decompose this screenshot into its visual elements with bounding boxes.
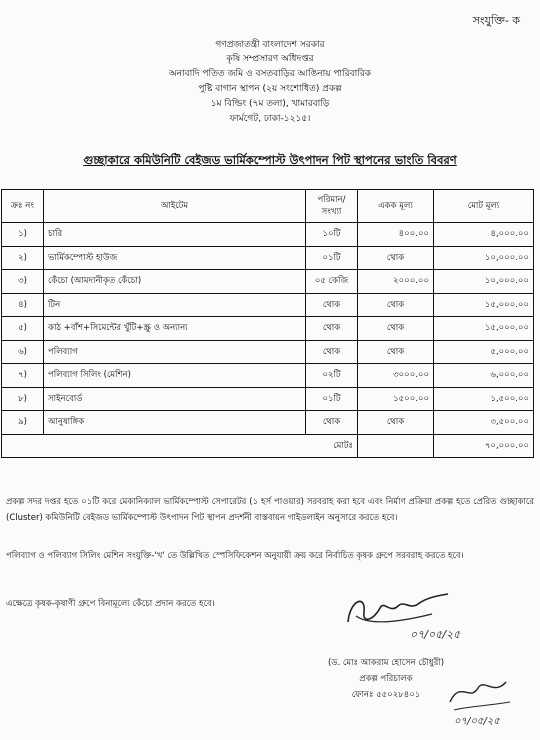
row-quantity: থোক	[306, 340, 358, 364]
row-total-price: ১৫,০০০.০০	[434, 293, 534, 317]
header-unit-price: একক মূল্য	[358, 190, 434, 223]
header-total-price: মোট মূল্য	[434, 190, 534, 223]
initial-date: ০৭/০৫/২৫	[454, 716, 500, 727]
header-line-address-2: ফার্মগেট, ঢাকা-১২১৫।	[229, 114, 311, 124]
row-serial: ৯)	[2, 411, 44, 435]
header-line-government: গণপ্রজাতন্ত্রী বাংলাদেশ সরকার	[215, 40, 325, 50]
row-item: পলিব্যাগ সিলিং (মেশিন)	[44, 364, 306, 388]
row-total-price: ১৫,০০০.০০	[434, 317, 534, 341]
row-serial: ২)	[2, 246, 44, 270]
row-quantity: থোক	[306, 317, 358, 341]
row-quantity: থোক	[306, 411, 358, 435]
row-unit-price: ১৫০০.০০	[358, 387, 434, 411]
row-item: পলিব্যাগ	[44, 340, 306, 364]
row-total-price: ১০,০০০.০০	[434, 270, 534, 294]
row-item: আনুষাঙ্গিক	[44, 411, 306, 435]
row-quantity: ০২টি	[306, 364, 358, 388]
table-row	[2, 411, 534, 435]
signature-image	[340, 586, 470, 646]
header-line-department: কৃষি সম্প্রসারণ অধিদপ্তর	[226, 54, 314, 64]
table-header-row	[2, 190, 534, 223]
row-quantity: ০১টি	[306, 387, 358, 411]
row-quantity: ০১টি	[306, 246, 358, 270]
row-serial: ১)	[2, 223, 44, 247]
table-row	[2, 364, 534, 388]
table-row	[2, 387, 534, 411]
row-total-price: ৬,০০০.০০	[434, 364, 534, 388]
row-total-price: ১,৫০০.০০	[434, 387, 534, 411]
total-row	[2, 434, 534, 458]
row-total-price: ১০,০০০.০০	[434, 246, 534, 270]
row-serial: ৬)	[2, 340, 44, 364]
row-total-price: ৩,৫০০.০০	[434, 411, 534, 435]
row-unit-price: থোক	[358, 340, 434, 364]
row-serial: ৮)	[2, 387, 44, 411]
note-earthworm-distribution: এক্ষেত্রে কৃষক-কৃষাণী গ্রুপে বিনামূল্যে কেঁচো প্রদান করতে হবে।	[6, 599, 215, 609]
row-quantity: ১০টি	[306, 223, 358, 247]
note-separator-supply: প্রকল্প সদর দপ্তর হতে ০১টি করে মেকানিক্যাল ভার্মিকম্পোস্ট সেপারেটর (১ হর্স পাওয়ার) সরবরাহ করা হবে এবং নির্মাণ প্রক্রিয়া প্রকল্প হতে প্রেরিত গুচ্ছাকারে (Cluster) কমিউনিটি বেইজড ভার্মিকম্পোস্ট উৎপাদন পিট স্থাপন প্রদর্শনী বাস্তবায়ন গাইডলাইন অনুসারে করতে হবে।	[6, 497, 534, 523]
row-unit-price: ৩০০০.০০	[358, 364, 434, 388]
total-spacer	[358, 434, 434, 458]
total-label: মোটঃ	[2, 434, 358, 458]
row-unit-price: ২০০০.০০	[358, 270, 434, 294]
annex-label: সংযুক্তি- ক	[472, 14, 520, 27]
row-unit-price: থোক	[358, 293, 434, 317]
row-quantity: থোক	[306, 293, 358, 317]
row-item: টিন	[44, 293, 306, 317]
note-polybag-procurement: পলিব্যাগ ও পলিব্যাগ সিলিং মেশিন সংযুক্তি-'খ' তে উল্লিখিত স্পেসিফিকেশন অনুযায়ী ক্রয় করে নির্বাচিত কৃষক গ্রুপে সরবরাহ করতে হবে।	[6, 551, 464, 561]
table-row	[2, 293, 534, 317]
row-total-price: ৫,০০০.০০	[434, 340, 534, 364]
header-line-address-1: ১ম বিল্ডিং (৭ম তলা), খামারবাড়ি	[210, 99, 330, 109]
row-quantity: ০৫ কেজি	[306, 270, 358, 294]
header-line-project-2: পুষ্টি বাগান স্থাপন (২য় সংশোধিত) প্রকল্প	[198, 84, 342, 94]
signatory-name: (ড. মোঃ আকরাম হোসেন চৌধুরী)	[327, 658, 445, 668]
header-item: আইটেম	[44, 190, 306, 223]
signatory-designation: প্রকল্প পরিচালক	[359, 674, 413, 684]
table-row	[2, 340, 534, 364]
table-row	[2, 270, 534, 294]
document-title: গুচ্ছাকারে কমিউনিটি বেইজড ভার্মিকম্পোস্ট উৎপাদন পিট স্থাপনের ভাংতি বিবরণ	[83, 153, 457, 167]
row-item: সাইনবোর্ড	[44, 387, 306, 411]
row-serial: ৪)	[2, 293, 44, 317]
row-unit-price: থোক	[358, 246, 434, 270]
header-quantity-line1: পরিমান/	[317, 195, 346, 205]
row-item: ভার্মিকম্পোস্ট হাউজ	[44, 246, 306, 270]
table-row	[2, 246, 534, 270]
row-serial: ৩)	[2, 270, 44, 294]
header-quantity	[306, 190, 358, 223]
cost-breakdown-table	[1, 189, 534, 458]
row-unit-price: থোক	[358, 317, 434, 341]
initials-image	[440, 672, 520, 728]
row-unit-price: থোক	[358, 411, 434, 435]
signatory-phone: ফোনঃ ৫৫০২৮৪০১	[351, 690, 421, 700]
row-serial: ৫)	[2, 317, 44, 341]
header-line-project-1: অনাবাদি পতিত জমি ও বসতবাড়ির আঙিনায় পারিবারিক	[168, 69, 372, 79]
row-item: কাঠ +বাঁশ+সিমেন্টের খুঁটি+স্ক্রু ও অন্যান্য	[44, 317, 306, 341]
signature-date: ০৭/০৫/২৫	[410, 628, 461, 641]
header-serial: ক্রঃ নং	[2, 190, 44, 223]
table-row	[2, 317, 534, 341]
row-total-price: ৪,০০০.০০	[434, 223, 534, 247]
total-amount: ৭০,০০০.০০	[434, 434, 534, 458]
header-quantity-line2: সংখ্যা	[321, 207, 342, 217]
row-item: চারি	[44, 223, 306, 247]
table-row	[2, 223, 534, 247]
row-unit-price: ৪০০.০০	[358, 223, 434, 247]
row-serial: ৭)	[2, 364, 44, 388]
row-item: কেঁচো (আমদানীকৃত কেঁচো)	[44, 270, 306, 294]
